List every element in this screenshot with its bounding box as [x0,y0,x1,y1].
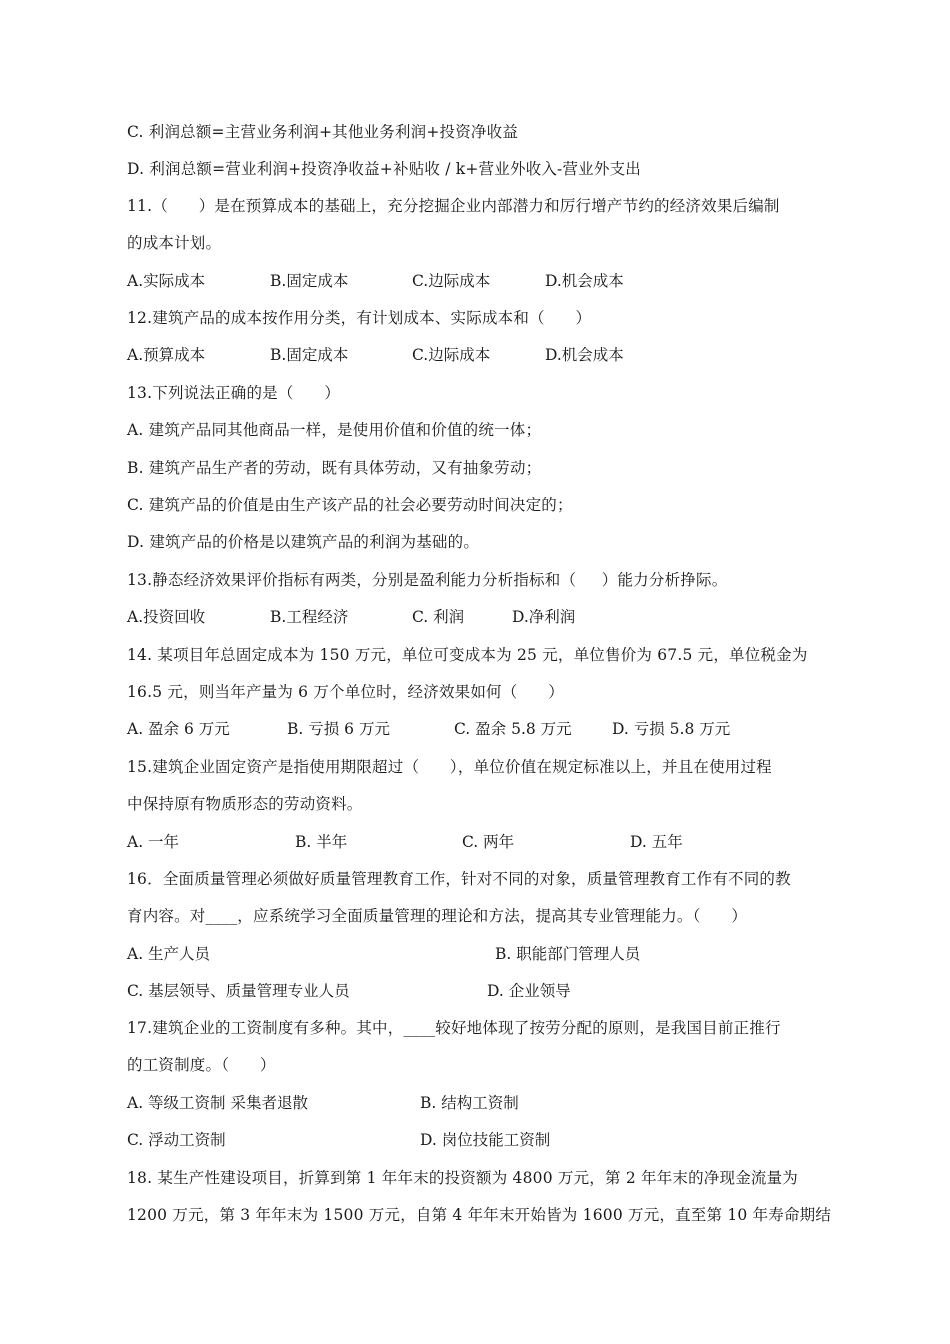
q13-option-a: A. 建筑产品同其他商品一样，是使用价值和价值的统一体； [127,421,542,439]
q15-option-b: B. 半年 [295,833,348,851]
q14-option-c: C. 盈余 5.8 万元 [454,720,572,738]
q16-option-c: C. 基层领导、质量管理专业人员 [127,982,350,1000]
q13b-text: 13.静态经济效果评价指标有两类，分别是盈利能力分析指标和（ ）能力分析挣际。 [127,571,728,589]
q13-option-d: D. 建筑产品的价格是以建筑产品的利润为基础的。 [127,533,480,551]
q13b-option-c: C. 利润 [412,608,465,626]
q15-text-cont: 中保持原有物质形态的劳动资料。 [127,795,363,813]
q16-option-b: B. 职能部门管理人员 [495,945,641,963]
q17-option-b: B. 结构工资制 [420,1094,519,1112]
q14-option-a: A. 盈余 6 万元 [127,720,230,738]
q12-option-b: B.固定成本 [270,346,349,364]
q11-option-a: A.实际成本 [127,272,206,290]
q13b-option-b: B.工程经济 [270,608,349,626]
q12-option-a: A.预算成本 [127,346,206,364]
q12-option-d: D.机会成本 [545,346,624,364]
q13-option-c: C. 建筑产品的价值是由生产该产品的社会必要劳动时间决定的； [127,496,573,514]
q13b-option-d: D.净利润 [512,608,576,626]
q14-text-cont: 16.5 元，则当年产量为 6 万个单位时，经济效果如何（ ） [127,683,564,701]
q11-text-cont: 的成本计划。 [127,234,222,252]
q14-option-d: D. 亏损 5.8 万元 [612,720,731,738]
q12-text: 12.建筑产品的成本按作用分类，有计划成本、实际成本和（ ） [127,309,592,327]
q18-text-cont: 1200 万元，第 3 年年末为 1500 万元，自第 4 年年末开始皆为 1600 万元，直至第 10 年寿命期结 [127,1206,832,1224]
q17-option-a: A. 等级工资制 采集者退散 [127,1094,308,1112]
q16-text: 16．全面质量管理必须做好质量管理教育工作，针对不同的对象，质量管理教育工作有不同的教 [127,870,791,888]
q16-option-d: D. 企业领导 [487,982,571,1000]
q17-option-c: C. 浮动工资制 [127,1131,226,1149]
q13b-option-a: A.投资回收 [127,608,206,626]
q17-text: 17.建筑企业的工资制度有多种。其中，____较好地体现了按劳分配的原则，是我国目前正推行 [127,1019,781,1037]
q11-option-d: D.机会成本 [545,272,624,290]
q11-option-c: C.边际成本 [412,272,491,290]
q16-text-cont: 育内容。对____，应系统学习全面质量管理的理论和方法，提高其专业管理能力。（ ） [127,907,748,925]
q11-option-b: B.固定成本 [270,272,349,290]
q17-option-d: D. 岗位技能工资制 [420,1131,551,1149]
q16-option-a: A. 生产人员 [127,945,211,963]
q12-option-c: C.边际成本 [412,346,491,364]
q17-text-cont: 的工资制度。（ ） [127,1056,276,1074]
q10-option-d: D. 利润总额=营业利润+投资净收益+补贴收 / k+营业外收入-营业外支出 [127,160,641,178]
q18-text: 18. 某生产性建设项目，折算到第 1 年年末的投资额为 4800 万元，第 2 年年末的净现金流量为 [127,1169,799,1187]
q15-option-a: A. 一年 [127,833,180,851]
q14-text: 14. 某项目年总固定成本为 150 万元，单位可变成本为 25 元，单位售价为 67.5 元，单位税金为 [127,646,808,664]
q15-option-d: D. 五年 [630,833,683,851]
q15-text: 15.建筑企业固定资产是指使用期限超过（ ），单位价值在规定标准以上，并且在使用过程 [127,758,772,776]
q11-text: 11.（ ）是在预算成本的基础上，充分挖掘企业内部潜力和厉行增产节约的经济效果后编制 [127,197,780,215]
q13-text: 13.下列说法正确的是（ ） [127,384,341,402]
q14-option-b: B. 亏损 6 万元 [287,720,390,738]
q10-option-c: C. 利润总额=主营业务利润+其他业务利润+投资净收益 [127,123,519,141]
q13-option-b: B. 建筑产品生产者的劳动，既有具体劳动，又有抽象劳动； [127,459,542,477]
q15-option-c: C. 两年 [462,833,515,851]
